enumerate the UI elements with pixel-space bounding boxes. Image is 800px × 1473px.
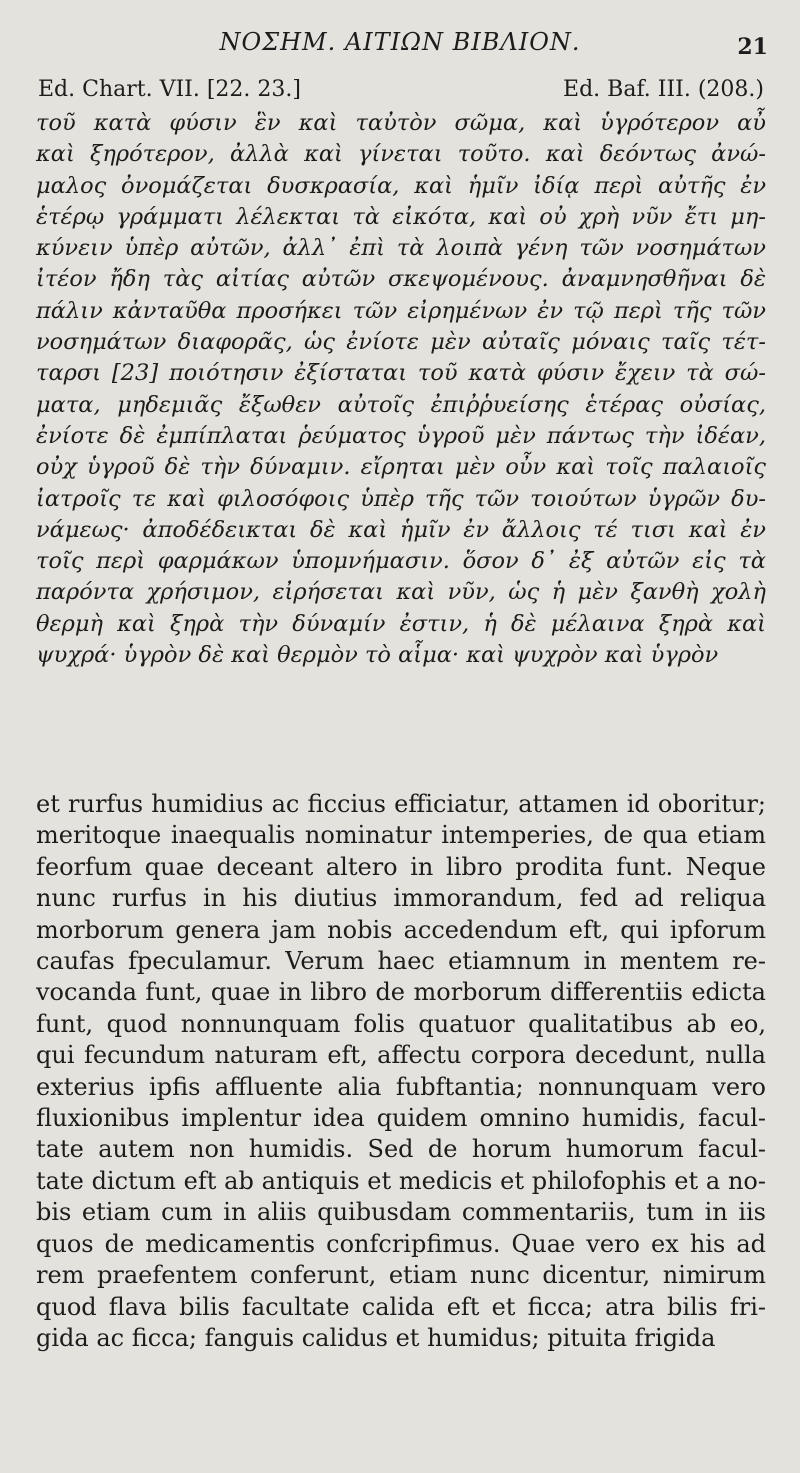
greek-text-line: τοῖς περὶ φαρμάκων ὑπομνήμασιν. ὅσον δ᾽ ἐξ αὐτῶν εἰς τὰ (36, 548, 766, 575)
greek-text-line: τοῦ κατὰ φύσιν ἓν καὶ ταὐτὸν σῶμα, καὶ ὑγρότερον αὖ (36, 110, 766, 136)
latin-text-block (36, 789, 766, 1354)
latin-text-line: fluxionibus implentur idea quidem omnino humidis, facul- (36, 1104, 766, 1133)
greek-text-line: ἰατροῖς τε καὶ φιλοσόφοις ὑπὲρ τῆς τῶν τοιούτων ὑγρῶν δυ- (36, 485, 766, 512)
greek-text-line: ἐνίοτε δὲ ἐμπίπλαται ῥεύματος ὑγροῦ μὲν πάντως τὴν ἰδέαν, (36, 422, 766, 449)
latin-text-line: qui fecundum naturam eft, affectu corpora decedunt, nulla (36, 1041, 766, 1070)
greek-text-block (36, 108, 766, 671)
page-number: 21 (737, 34, 768, 60)
latin-text-line: funt, quod nonnunquam folis quatuor qualitatibus ab eo, (36, 1009, 766, 1038)
edition-reference-right: Ed. Baf. III. (208.) (563, 77, 764, 102)
greek-text-line: ταρσι [23] ποιότησιν ἐξίσταται τοῦ κατὰ φύσιν ἔχειν τὰ σώ- (36, 360, 766, 387)
greek-text-line: παρόντα χρήσιμον, εἰρήσεται καὶ νῦν, ὡς ἡ μὲν ξανθὴ χολὴ (36, 579, 766, 606)
latin-text-line: rem praefentem conferunt, etiam nunc dicentur, nimirum (36, 1261, 766, 1290)
latin-text-line: caufas fpeculamur. Verum haec etiamnum in mentem re- (36, 947, 766, 976)
latin-text-line: nunc rurfus in his diutius immorandum, fed ad reliqua (36, 884, 766, 913)
latin-text-line: quod flava bilis facultate calida eft et ficca; atra bilis fri- (36, 1292, 766, 1321)
edition-reference-line (38, 78, 764, 102)
greek-text-line: ἰτέον ἤδη τὰς αἰτίας αὐτῶν σκεψομένους. ἀναμνησθῆναι δὲ (36, 266, 766, 293)
latin-text-line: exterius ipfis affluente alia fubftantia; nonnunquam vero (36, 1072, 766, 1101)
edition-reference-left: Ed. Chart. VII. [22. 23.] (38, 77, 301, 102)
greek-text-line: ψυχρά· ὑγρὸν δὲ καὶ θερμὸν τὸ αἷμα· καὶ ψυχρὸν καὶ ὑγρὸν (36, 642, 719, 669)
latin-text-line: tate dictum eft ab antiquis et medicis et philofophis et a no- (36, 1166, 766, 1195)
latin-text-line: feorfum quae deceant altero in libro prodita funt. Neque (36, 852, 766, 881)
greek-text-line: θερμὴ καὶ ξηρὰ τὴν δύναμίν ἐστιν, ἡ δὲ μέλαινα ξηρὰ καὶ (36, 610, 766, 637)
greek-text-line: μαλος ὀνομάζεται δυσκρασία, καὶ ἡμῖν ἰδίᾳ περὶ αὐτῆς ἐν (36, 172, 766, 199)
latin-text-line: meritoque inaequalis nominatur intemperies, de qua etiam (36, 821, 766, 850)
latin-text-line: gida ac ficca; fanguis calidus et humidus; pituita frigida (36, 1323, 716, 1352)
greek-text-line: οὐχ ὑγροῦ δὲ τὴν δύναμιν. εἴρηται μὲν οὖν καὶ τοῖς παλαιοῖς (36, 454, 766, 481)
running-title: ΝΟΣΗΜ. ΑΙΤΙΩΝ ΒΙΒΛΙΟΝ. (219, 28, 581, 56)
latin-text-line: quos de medicamentis confcripfimus. Quae vero ex his ad (36, 1229, 766, 1258)
greek-text-line: ματα, μηδεμιᾶς ἔξωθεν αὐτοῖς ἐπιῤῥυείσης ἑτέρας οὐσίας, (36, 391, 766, 418)
latin-text-line: vocanda funt, quae in libro de morborum differentiis edicta (36, 978, 766, 1007)
greek-text-line: νοσημάτων διαφορᾶς, ὡς ἐνίοτε μὲν αὐταῖς μόναις ταῖς τέτ- (36, 329, 766, 356)
latin-text-line: et rurfus humidius ac ficcius efficiatur, attamen id oboritur; (36, 790, 766, 818)
latin-text-line: morborum genera jam nobis accedendum eft, qui ipforum (36, 915, 766, 944)
greek-text-line: ἑτέρῳ γράμματι λέλεκται τὰ εἰκότα, καὶ οὐ χρὴ νῦν ἔτι μη- (36, 203, 766, 230)
greek-text-line: νάμεως· ἀποδέδεικται δὲ καὶ ἡμῖν ἐν ἄλλοις τέ τισι καὶ ἐν (36, 516, 766, 543)
greek-text-line: κύνειν ὑπὲρ αὐτῶν, ἀλλ᾽ ἐπὶ τὰ λοιπὰ γένη τῶν νοσημάτων (36, 235, 766, 262)
greek-text-line: πάλιν κἀνταῦθα προσήκει τῶν εἰρημένων ἐν τῷ περὶ τῆς τῶν (36, 297, 766, 324)
latin-text-line: tate autem non humidis. Sed de horum humorum facul- (36, 1135, 766, 1164)
latin-text-line: bis etiam cum in aliis quibusdam commentariis, tum in iis (36, 1198, 766, 1227)
greek-text-line: καὶ ξηρότερον, ἀλλὰ καὶ γίνεται τοῦτο. καὶ δεόντως ἀνώ- (36, 141, 766, 168)
